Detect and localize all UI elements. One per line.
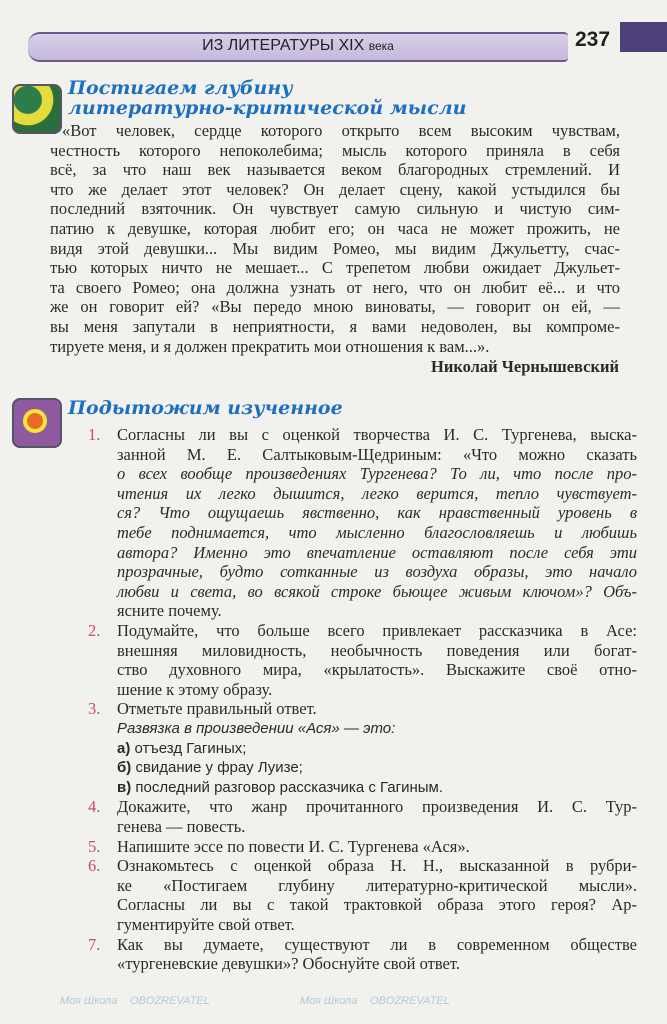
option-text: отъезд Гагиных;: [134, 739, 247, 757]
option-letter: в): [117, 778, 132, 796]
question-text-line: ке «Постигаем глубину литературно-критической мысли».: [117, 875, 637, 895]
watermark-text: Моя Школа: [300, 995, 358, 1007]
question-number: 2.: [88, 621, 101, 640]
section-title-line: Постигаем глубину: [68, 77, 293, 99]
quote-line: видя этой девушки... Мы видим Ромео, мы видим Джульетту, счас-: [50, 238, 620, 258]
question-text-line: любви и света, во всякой строке бьющее живым ключом»? Объ-: [117, 581, 637, 601]
quote-line: патию к девушке, которая любит его; он часа не может прожить, не: [50, 219, 620, 238]
question-text-line: Подумайте, что больше всего привлекает рассказчика в Асе:: [117, 621, 637, 640]
summary-icon: [12, 398, 62, 448]
quote-line: всё, за что наш век называется веком благородных стремлений. И: [50, 160, 620, 180]
option-letter: б): [117, 759, 132, 777]
header-title: ИЗ ЛИТЕРАТУРЫ XIX: [202, 37, 365, 54]
running-header: [28, 37, 568, 55]
watermark-text: OBOZREVATEL: [370, 995, 450, 1007]
question-text-line: ство духовного мира, «крылатость». Выскажите своё отно-: [117, 660, 637, 680]
question-text-line: о всех вообще произведениях Тургенева? То ли, что после про-: [117, 464, 637, 484]
question-text-line: тебе поднимается, что мысленно благословляешь и любишь: [117, 523, 637, 542]
quote-line: «Вот человек, сердце которого открыто всем высоким чувствам,: [62, 121, 620, 140]
option-letter: а): [117, 739, 131, 757]
question-text-line: генева — повесть.: [117, 817, 246, 836]
quote-line: та своего Ромео; она должна узнать от него, что он любит её... и что: [50, 277, 620, 297]
question-number: 6.: [88, 856, 101, 876]
question-text-line: Ознакомьтесь с оценкой образа Н. Н., высказанной в рубри-: [117, 856, 637, 876]
question-text-line: Согласны ли вы с оценкой творчества И. С. Тургенева, выска-: [117, 425, 637, 444]
corner-tab: [620, 22, 667, 52]
question-number: 7.: [88, 934, 101, 954]
question-text-line: шение к этому образу.: [117, 679, 273, 699]
quote-author: Николай Чернышевский: [430, 357, 619, 377]
question-text-line: Как вы думаете, существуют ли в современном обществе: [117, 934, 637, 954]
question-text-line: ся? Что ощущаешь явственно, как нравственный уровень в: [117, 503, 637, 523]
critical-thought-icon: [12, 84, 62, 134]
question-text-line: чтения их легко дышится, легко верится, тепло чувствует-: [117, 483, 637, 503]
question-text-line: Напишите эссе по повести И. С. Тургенева «Ася».: [117, 836, 470, 856]
question-text-line: прозрачные, будто сотканные из воздуха образы, это начало: [117, 562, 637, 582]
question-number: 3.: [88, 699, 101, 719]
quote-line: что же делает этот человек? Он делает сцену, какой устыдился бы: [50, 179, 620, 199]
question-text-line: Докажите, что жанр прочитанного произведения И. С. Тур-: [117, 797, 637, 817]
question-text-line: ясните почему.: [117, 601, 222, 621]
watermark-text: Моя Школа: [60, 995, 118, 1007]
option-text: свидание у фрау Луизе;: [135, 759, 303, 777]
option-text: последний разговор рассказчика с Гагиным.: [135, 778, 444, 796]
quote-line: вы меня запутали в неприятности, я вами недоволен, вы компроме-: [50, 317, 620, 336]
question-text-line: внешняя миловидность, необычность поведения или богат-: [117, 640, 637, 660]
question-text-line: автора? Именно это впечатление оставляют после себя эти: [117, 542, 637, 562]
answer-option[interactable]: [117, 739, 246, 759]
section-title-summary: Подытожим изученное: [68, 397, 343, 419]
question-text-line: «тургеневские девушки»? Обоснуйте свой ответ.: [117, 954, 460, 974]
section-title-line: литературно-критической мысли: [68, 97, 467, 119]
header-ribbon: [28, 32, 568, 62]
quote-line: последний взяточник. Он чувствует самую сильную и чистую сим-: [50, 199, 620, 219]
question-number: 5.: [88, 836, 101, 856]
answer-option[interactable]: [117, 778, 443, 798]
question-number: 4.: [88, 797, 101, 817]
quote-line: же он говорит ей? «Вы передо мною виноваты, — говорит он ей, —: [50, 297, 620, 317]
question-text-line: Согласны ли вы с такой трактовкой образа этого героя? Ар-: [117, 895, 637, 915]
watermark-text: OBOZREVATEL: [130, 995, 210, 1007]
question-text-line: Отметьте правильный ответ.: [117, 699, 317, 719]
section-title-critical: [68, 78, 466, 118]
answer-option[interactable]: [117, 758, 303, 778]
answer-prompt: Развязка в произведении «Ася» — это:: [117, 720, 396, 737]
quote-line: честность которого непоколебима; мысль которого приняла в себя: [50, 140, 620, 160]
page-number: 237: [575, 28, 611, 51]
header-title-suffix: века: [368, 39, 394, 53]
question-text-line: занной М. Е. Салтыковым-Щедриным: «Что можно сказать: [117, 444, 637, 464]
quote-line: тируете меня, и я должен прекратить мои отношения к вам...».: [50, 336, 490, 356]
question-number: 1.: [88, 425, 101, 444]
question-text-line: гументируйте свой ответ.: [117, 915, 295, 934]
quote-line: тью которых ничто не мешает... С трепетом любви ожидает Джульет-: [50, 258, 620, 278]
